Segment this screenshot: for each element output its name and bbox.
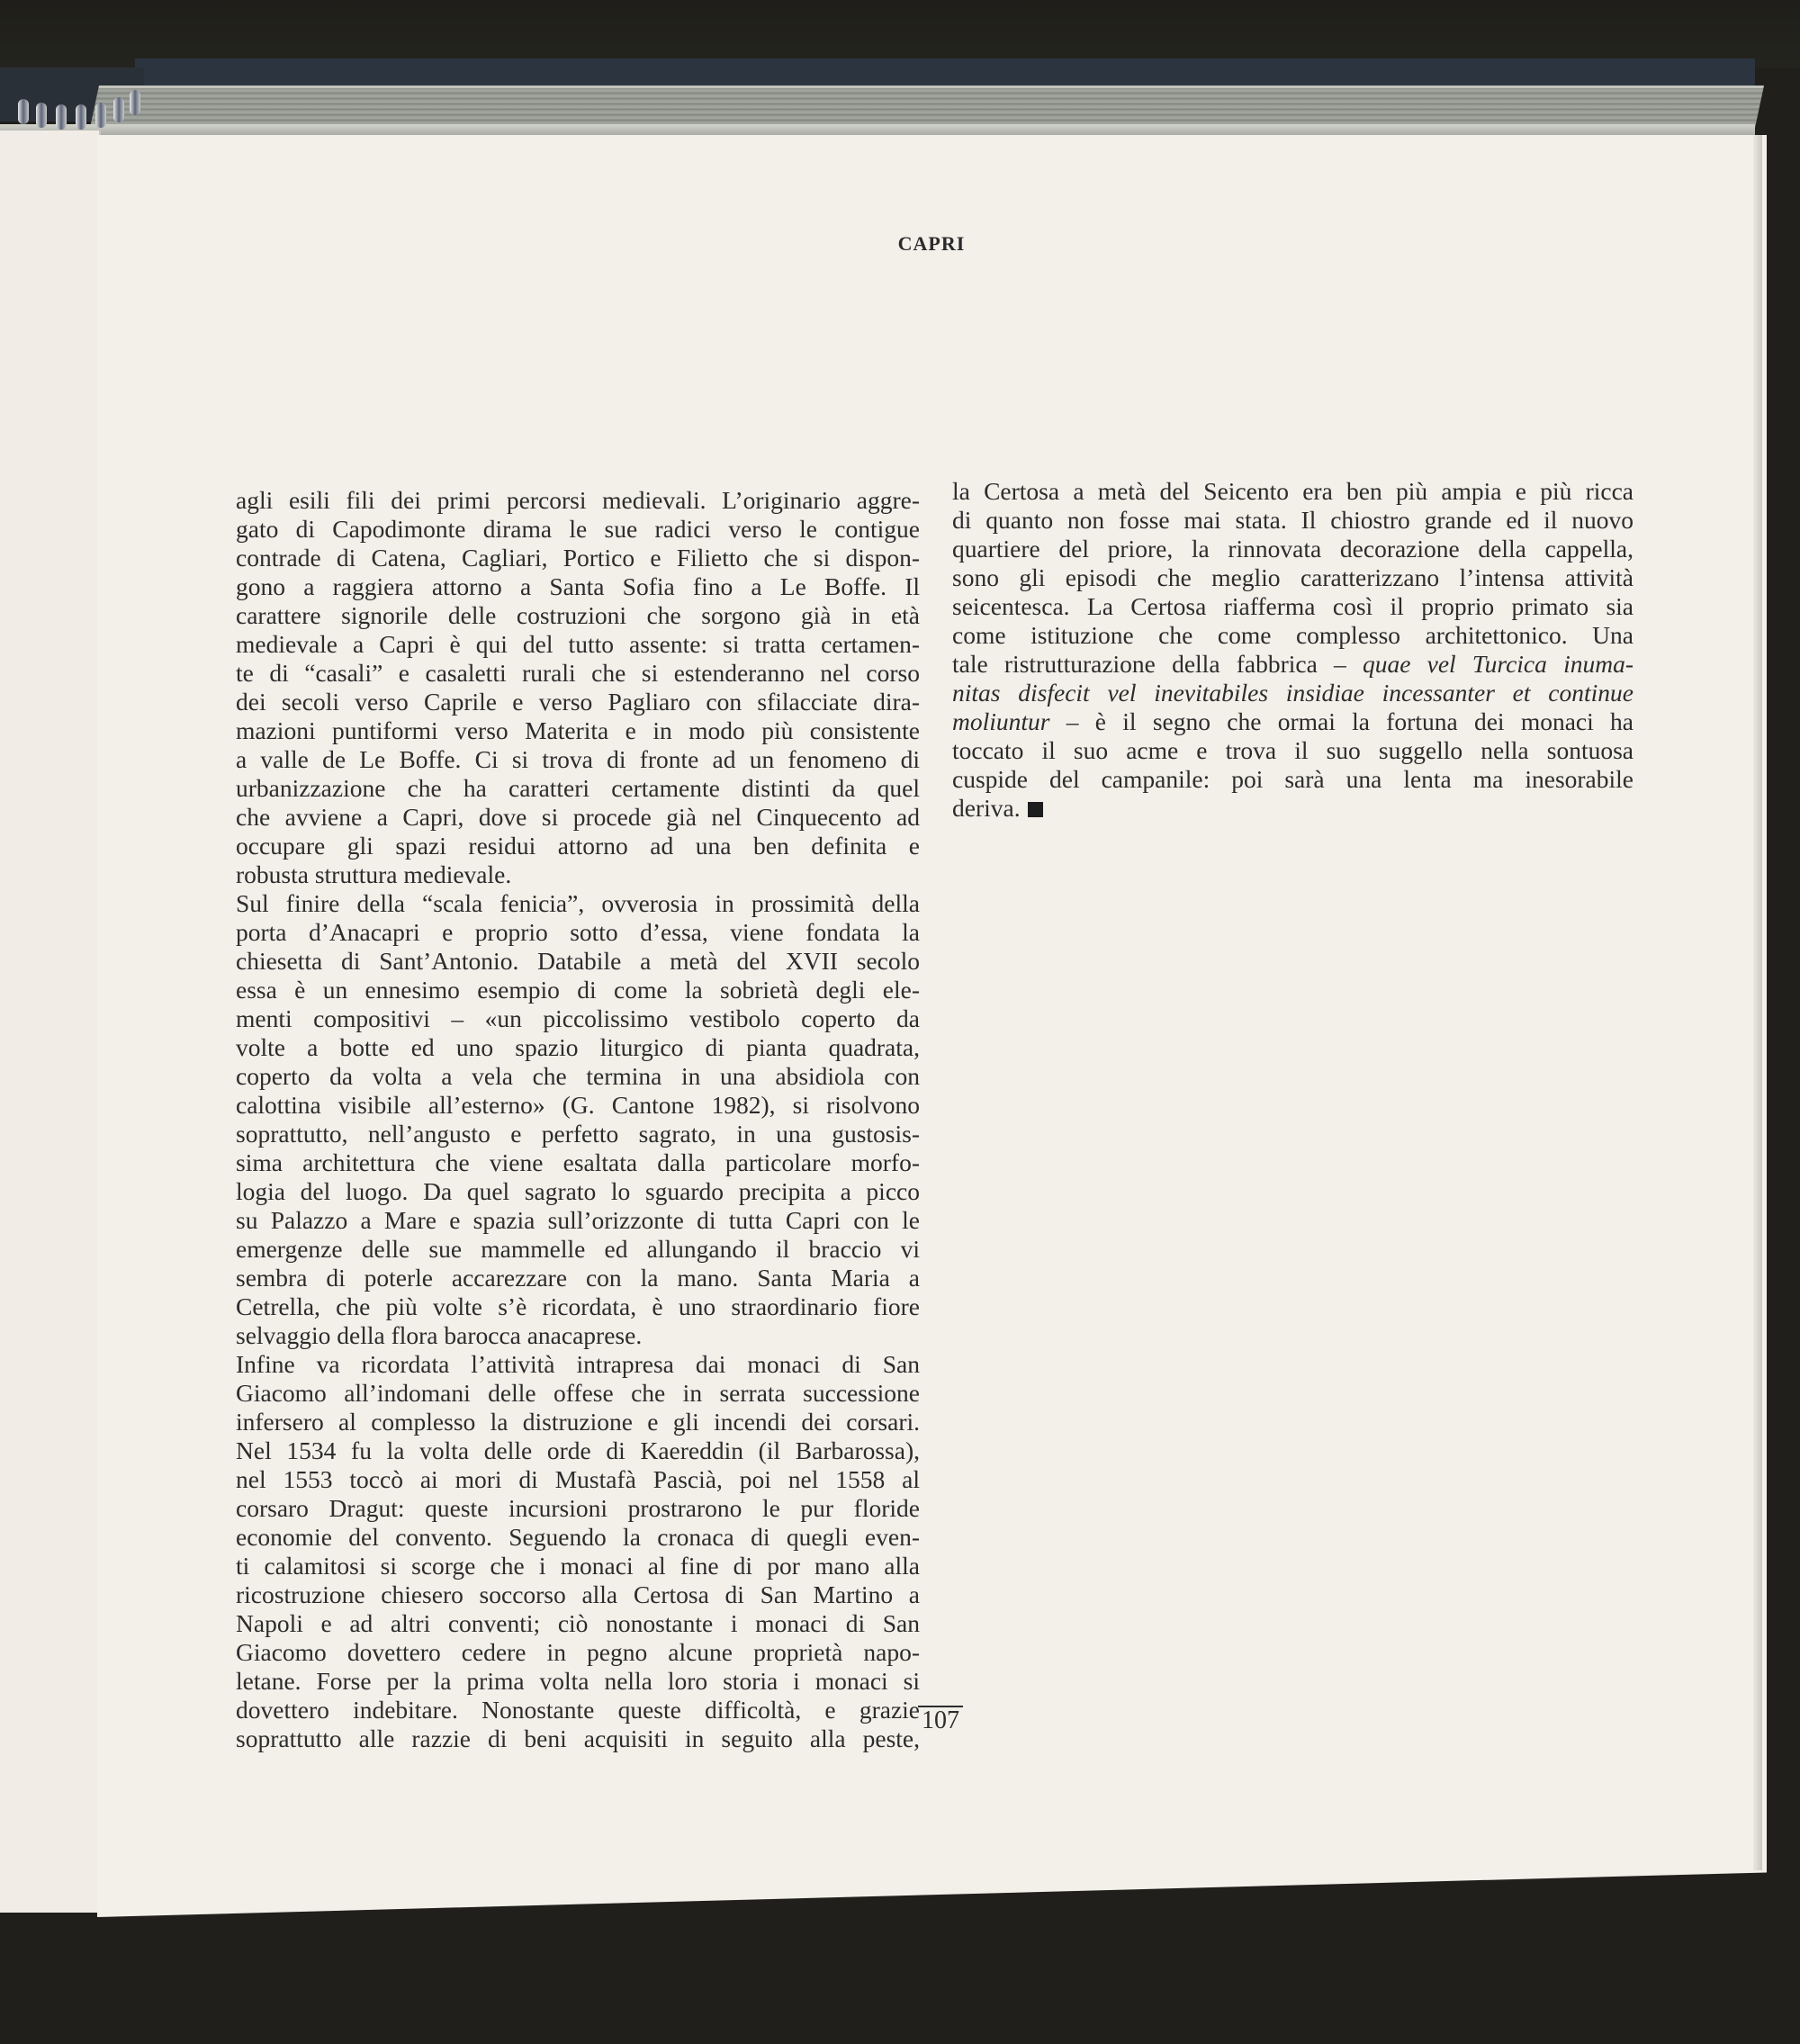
text-line: emergenze delle sue mammelle ed allungando il braccio vi (236, 1235, 920, 1263)
text-line: coperto da volta a vela che termina in una absidiola con (236, 1062, 920, 1090)
text-line: robusta struttura medievale. (236, 860, 512, 888)
text-line: Infine va ricordata l’attività intrapresa dai monaci di San (236, 1350, 920, 1378)
text-line-final (952, 794, 1634, 823)
text-line: gono a raggiera attorno a Santa Sofia fino a Le Boffe. Il (236, 572, 920, 600)
text-line: la Certosa a metà del Seicento era ben più ampia e più ricca (952, 477, 1634, 505)
text-line-italic (952, 679, 1634, 707)
roman-text: – è il segno che ormai la fortuna dei monaci ha (1049, 707, 1634, 735)
text-line: sima architettura che viene esaltata dalla particolare morfo- (236, 1148, 920, 1176)
text-line: Giacomo all’indomani delle offese che in serrata successione (236, 1379, 920, 1407)
text-line: logia del luogo. Da quel sagrato lo sguardo precipita a picco (236, 1177, 920, 1205)
text-line: carattere signorile delle costruzioni che sorgono già in età (236, 601, 920, 629)
text-line: come istituzione che come complesso architettonico. Una (952, 621, 1634, 649)
text-line: porta d’Anacapri e proprio sotto d’essa, viene fondata la (236, 918, 920, 946)
text-line: cuspide del campanile: poi sarà una lenta ma inesorabile (952, 765, 1634, 793)
text-line: menti compositivi – «un piccolissimo vestibolo coperto da (236, 1004, 920, 1032)
book-cover-background (0, 0, 1800, 68)
left-page-sliver (0, 131, 101, 1913)
text-line: Nel 1534 fu la volta delle orde di Kaereddin (il Barbarossa), (236, 1436, 920, 1464)
text-line: a valle de Le Boffe. Ci si trova di fronte ad un fenomeno di (236, 745, 920, 773)
text-line: ti calamitosi si scorge che i monaci al fine di por mano alla (236, 1552, 920, 1580)
text-line: Giacomo dovettero cedere in pegno alcune proprietà napo- (236, 1638, 920, 1666)
text-line: dei secoli verso Caprile e verso Pagliaro con sfilacciate dira- (236, 688, 920, 716)
text-line: che avviene a Capri, dove si procede già nel Cinquecento ad (236, 803, 920, 831)
text-line: gato di Capodimonte dirama le sue radici verso le contigue (236, 515, 920, 543)
text-line: nel 1553 toccò ai mori di Mustafà Pascià, poi nel 1558 al (236, 1465, 920, 1493)
text-column-left (236, 486, 920, 1753)
text-line: ricostruzione chiesero soccorso alla Certosa di San Martino a (236, 1580, 920, 1608)
text-line: contrade di Catena, Cagliari, Portico e Filietto che si dispon- (236, 544, 920, 572)
text-line: letane. Forse per la prima volta nella loro storia i monaci si (236, 1667, 920, 1695)
text-line: Napoli e ad altri conventi; ciò nonostante i monaci di San (236, 1609, 920, 1637)
text-line: Sul finire della “scala fenicia”, ovverosia in prossimità della (236, 889, 920, 917)
roman-text: tale ristrutturazione della fabbrica – (952, 650, 1363, 678)
text-line: medievale a Capri è qui del tutto assente: si tratta certamen- (236, 630, 920, 658)
text-line-mixed (952, 650, 1634, 679)
text-line: volte a botte ed uno spazio liturgico di pianta quadrata, (236, 1033, 920, 1061)
text-line: soprattutto, nell’angusto e perfetto sagrato, in una gustosis- (236, 1120, 920, 1148)
text-line: essa è un ennesimo esempio di come la sobrietà degli ele- (236, 976, 920, 1004)
text-line: corsaro Dragut: queste incursioni prostrarono le pur floride (236, 1494, 920, 1522)
text-line: sono gli episodi che meglio caratterizzano l’intensa attività (952, 563, 1634, 591)
page-number: 107 (918, 1706, 963, 1734)
latin-quote: moliuntur (952, 707, 1050, 735)
text-line: sembra di poterle accarezzare con la mano. Santa Maria a (236, 1264, 920, 1292)
text-line: agli esili fili dei primi percorsi medievali. L’originario aggre- (236, 486, 920, 514)
text-line: toccato il suo acme e trova il suo suggello nella sontuosa (952, 736, 1634, 764)
text-line: su Palazzo a Mare e spazia sull’orizzonte di tutta Capri con le (236, 1206, 920, 1234)
text-column-right (952, 477, 1634, 823)
running-head: CAPRI (897, 232, 966, 255)
text-line: te di “casali” e casaletti rurali che si estenderanno nel corso (236, 659, 920, 687)
text-line-mixed (952, 707, 1634, 736)
text-line: occupare gli spazi residui attorno ad una ben definita e (236, 832, 920, 860)
text-line: dovettero indebitare. Nonostante queste difficoltà, e grazie (236, 1696, 920, 1724)
text-line: calottina visibile all’esterno» (G. Cantone 1982), si risolvono (236, 1091, 920, 1119)
text-line: selvaggio della flora barocca anacaprese. (236, 1321, 643, 1349)
text-line: economie del convento. Seguendo la cronaca di quegli even- (236, 1523, 920, 1551)
latin-quote: quae vel Turcica inuma- (1362, 650, 1634, 678)
roman-text: deriva. (952, 794, 1021, 822)
text-line: quartiere del priore, la rinnovata decorazione della cappella, (952, 535, 1634, 563)
text-line: soprattutto alle razzie di beni acquisiti in seguito alla peste, (236, 1724, 920, 1752)
text-line: di quanto non fosse mai stata. Il chiostro grande ed il nuovo (952, 506, 1634, 534)
text-line: infersero al complesso la distruzione e gli incendi dei corsari. (236, 1408, 920, 1436)
text-line: Cetrella, che più volte s’è ricordata, è uno straordinario fiore (236, 1292, 920, 1320)
latin-quote: nitas disfecit vel inevitabiles insidiae incessanter et continue (952, 679, 1634, 707)
right-page-edge (1753, 135, 1762, 1870)
text-line: chiesetta di Sant’Antonio. Databile a metà del XVII secolo (236, 947, 920, 975)
binding-spiral-icon (9, 90, 144, 135)
text-line: mazioni puntiformi verso Materita e in modo più consistente (236, 716, 920, 744)
end-of-article-square-icon (1028, 802, 1043, 817)
text-line: seicentesca. La Certosa riafferma così il proprio primato sia (952, 592, 1634, 620)
text-line: urbanizzazione che ha caratteri certamente distinti da quel (236, 774, 920, 802)
